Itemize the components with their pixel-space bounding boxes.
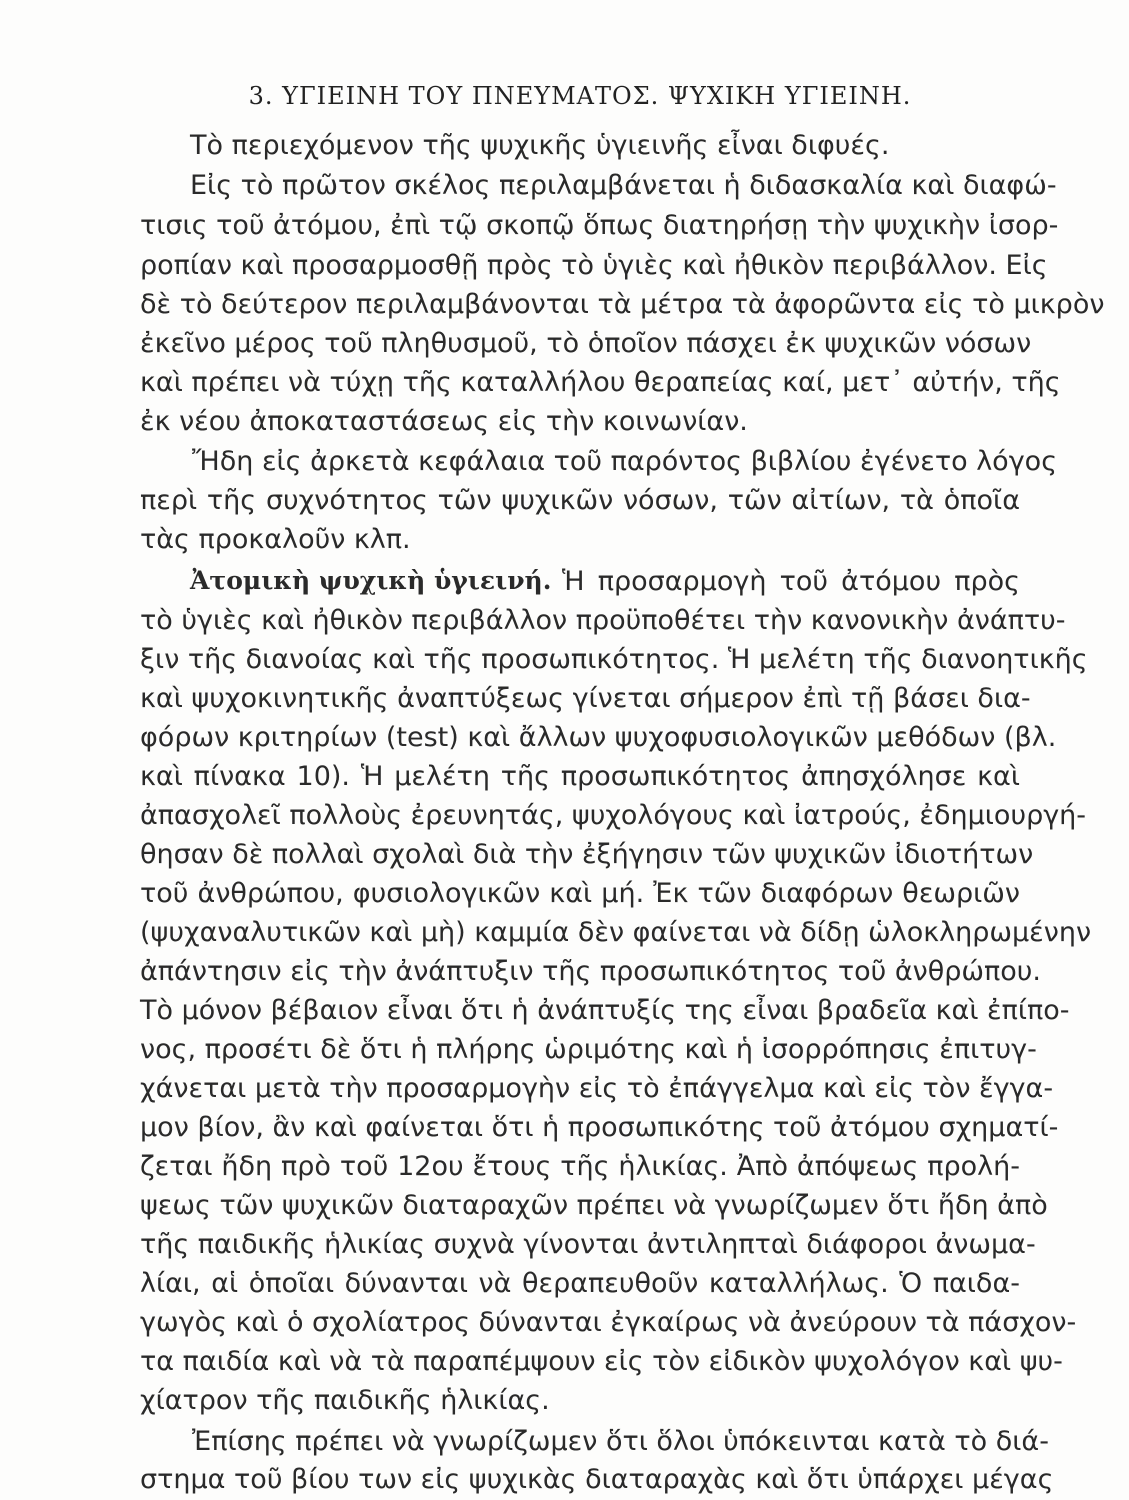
text-line: Ἐπίσης πρέπει νὰ γνωρίζωμεν ὅτι ὅλοι ὑπόκεινται κατὰ τὸ διά- bbox=[192, 1426, 1049, 1457]
subsection-title: Ἀτομικὴ ψυχικὴ ὑγιεινή. bbox=[190, 566, 552, 595]
text-line: φόρων κριτηρίων (test) καὶ ἄλλων ψυχοφυσιολογικῶν μεθόδων (βλ. bbox=[140, 722, 1057, 753]
text-line: ἐκ νέου ἀποκαταστάσεως εἰς τὴν κοινωνίαν. bbox=[140, 406, 748, 437]
text-line: νος, προσέτι δὲ ὅτι ἡ πλήρης ὡριμότης καὶ ἡ ἰσορρόπησις ἐπιτυγ- bbox=[140, 1034, 1037, 1065]
text-line: μον βίον, ἂν καὶ φαίνεται ὅτι ἡ προσωπικότης τοῦ ἀτόμου σχηματί- bbox=[140, 1112, 1059, 1143]
text-line: Τὸ περιεχόμενον τῆς ψυχικῆς ὑγιεινῆς εἶναι διφυές. bbox=[190, 130, 890, 161]
text-line: ζεται ἤδη πρὸ τοῦ 12ου ἔτους τῆς ἡλικίας. Ἀπὸ ἀπόψεως προλή- bbox=[140, 1151, 1020, 1182]
text-line: λίαι, αἱ ὁποῖαι δύνανται νὰ θεραπευθοῦν καταλλήλως. Ὁ παιδα- bbox=[140, 1268, 1020, 1299]
text-line: Τὸ μόνον βέβαιον εἶναι ὅτι ἡ ἀνάπτυξίς της εἶναι βραδεῖα καὶ ἐπίπο- bbox=[140, 995, 1070, 1026]
text-line: ἀπασχολεῖ πολλοὺς ἐρευνητάς, ψυχολόγους καὶ ἰατρούς, ἐδημιουργή- bbox=[140, 800, 1087, 831]
text-line: καὶ πρέπει νὰ τύχῃ τῆς καταλλήλου θεραπείας καί, μετ᾽ αὐτήν, τῆς bbox=[140, 367, 1061, 398]
text-line: περὶ τῆς συχνότητος τῶν ψυχικῶν νόσων, τῶν αἰτίων, τὰ ὁποῖα bbox=[140, 485, 1020, 516]
text-line: στημα τοῦ βίου των εἰς ψυχικὰς διαταραχὰς καὶ ὅτι ὑπάρχει μέγας bbox=[140, 1464, 1054, 1495]
text-line: τὰς προκαλοῦν κλπ. bbox=[140, 524, 411, 555]
text-line: ροπίαν καὶ προσαρμοσθῇ πρὸς τὸ ὑγιὲς καὶ ἠθικὸν περιβάλλον. Εἰς bbox=[140, 250, 1048, 281]
text-line: Εἰς τὸ πρῶτον σκέλος περιλαμβάνεται ἡ διδασκαλία καὶ διαφώ- bbox=[190, 170, 1057, 201]
text-line: ἀπάντησιν εἰς τὴν ἀνάπτυξιν τῆς προσωπικότητος τοῦ ἀνθρώπου. bbox=[140, 956, 1042, 987]
section-heading: 3. ΥΓΙΕΙΝΗ ΤΟΥ ΠΝΕΥΜΑΤΟΣ. ΨΥΧΙΚΗ ΥΓΙΕΙΝΗ. bbox=[248, 82, 912, 110]
text-line: γωγὸς καὶ ὁ σχολίατρος δύνανται ἐγκαίρως νὰ ἀνεύρουν τὰ πάσχον- bbox=[140, 1307, 1077, 1338]
text-line: χίατρον τῆς παιδικῆς ἡλικίας. bbox=[140, 1385, 550, 1416]
text-line: δὲ τὸ δεύτερον περιλαμβάνονται τὰ μέτρα τὰ ἀφορῶντα εἰς τὸ μικρὸν bbox=[140, 289, 1105, 320]
text-line: θησαν δὲ πολλαὶ σχολαὶ διὰ τὴν ἐξήγησιν τῶν ψυχικῶν ἰδιοτήτων bbox=[140, 839, 1034, 870]
text-line: τὸ ὑγιὲς καὶ ἠθικὸν περιβάλλον προϋποθέτει τὴν κανονικὴν ἀνάπτυ- bbox=[140, 605, 1066, 636]
text-line: ξιν τῆς διανοίας καὶ τῆς προσωπικότητος. Ἡ μελέτη τῆς διανοητικῆς bbox=[140, 644, 1088, 675]
text-line: τῆς παιδικῆς ἡλικίας συχνὰ γίνονται ἀντιληπταὶ διάφοροι ἀνωμα- bbox=[140, 1229, 1036, 1260]
text-line: χάνεται μετὰ τὴν προσαρμογὴν εἰς τὸ ἐπάγγελμα καὶ εἰς τὸν ἔγγα- bbox=[140, 1073, 1054, 1104]
text-line: καὶ ψυχοκινητικῆς ἀναπτύξεως γίνεται σήμερον ἐπὶ τῇ βάσει δια- bbox=[140, 683, 1031, 714]
text-line: τα παιδία καὶ νὰ τὰ παραπέμψουν εἰς τὸν εἰδικὸν ψυχολόγον καὶ ψυ- bbox=[140, 1346, 1063, 1377]
text-line: καὶ πίνακα 10). Ἡ μελέτη τῆς προσωπικότητος ἀπησχόλησε καὶ bbox=[140, 761, 1020, 792]
text-line: ἐκεῖνο μέρος τοῦ πληθυσμοῦ, τὸ ὁποῖον πάσχει ἐκ ψυχικῶν νόσων bbox=[140, 328, 1032, 359]
text-line: τοῦ ἀνθρώπου, φυσιολογικῶν καὶ μή. Ἐκ τῶν διαφόρων θεωριῶν bbox=[140, 878, 1020, 909]
text-line: (ψυχαναλυτικῶν καὶ μὴ) καμμία δὲν φαίνεται νὰ δίδῃ ὡλοκληρωμένην bbox=[140, 917, 1092, 948]
text-line: ψεως τῶν ψυχικῶν διαταραχῶν πρέπει νὰ γνωρίζωμεν ὅτι ἤδη ἀπὸ bbox=[140, 1190, 1048, 1221]
text-line: Ἤδη εἰς ἀρκετὰ κεφάλαια τοῦ παρόντος βιβλίου ἐγένετο λόγος bbox=[192, 446, 1058, 477]
text-line: Ἡ προσαρμογὴ τοῦ ἀτόμου πρὸς bbox=[562, 566, 1020, 597]
text-line: τισις τοῦ ἀτόμου, ἐπὶ τῷ σκοπῷ ὅπως διατηρήσῃ τὴν ψυχικὴν ἰσορ- bbox=[140, 210, 1059, 241]
